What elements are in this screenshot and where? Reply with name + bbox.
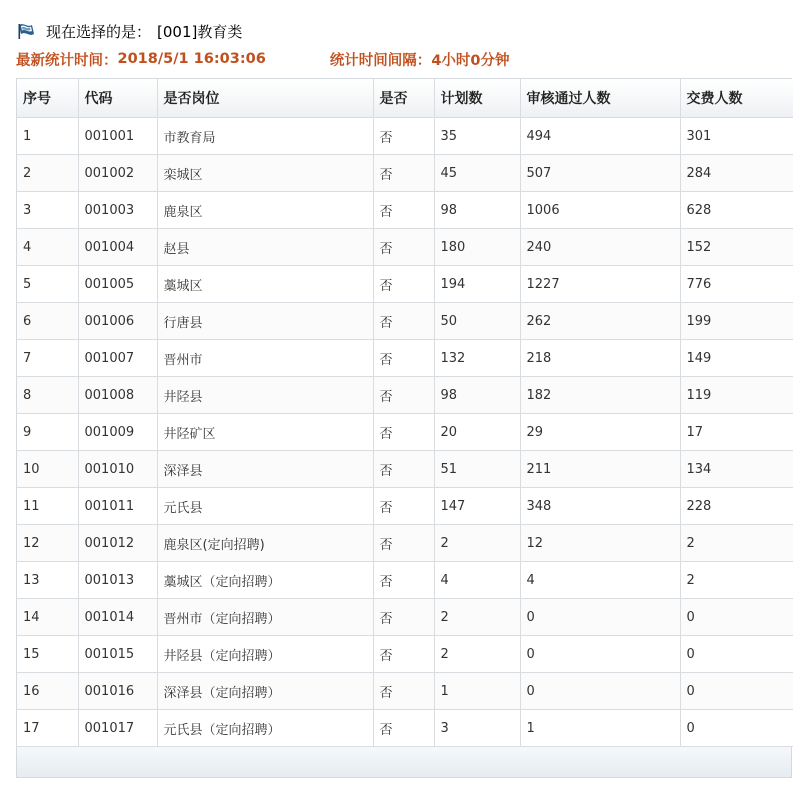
column-header-index[interactable]: 序号: [17, 79, 78, 118]
paid-count-cell: 2: [680, 562, 793, 599]
row-index-cell: 2: [17, 155, 78, 192]
paid-count-cell: 776: [680, 266, 793, 303]
paid-count-cell: 152: [680, 229, 793, 266]
row-index-cell: 6: [17, 303, 78, 340]
code-cell: 001010: [78, 451, 157, 488]
paid-count-cell: 17: [680, 414, 793, 451]
plan-count-cell: 147: [434, 488, 520, 525]
row-index-cell: 3: [17, 192, 78, 229]
row-index-cell: 7: [17, 340, 78, 377]
approved-count-cell: 348: [520, 488, 680, 525]
yesno-cell: 否: [373, 414, 434, 451]
latest-time-label: 最新统计时间：: [16, 52, 118, 69]
selection-value: [001]教育类: [157, 22, 243, 41]
row-index-cell: 11: [17, 488, 78, 525]
row-index-cell: 15: [17, 636, 78, 673]
row-index-cell: 10: [17, 451, 78, 488]
yesno-cell: 否: [373, 340, 434, 377]
code-cell: 001014: [78, 599, 157, 636]
plan-count-cell: 98: [434, 192, 520, 229]
post-name-cell: 鹿泉区: [157, 192, 373, 229]
row-index-cell: 1: [17, 118, 78, 155]
table-row[interactable]: [17, 710, 793, 747]
plan-count-cell: 45: [434, 155, 520, 192]
paid-count-cell: 284: [680, 155, 793, 192]
code-cell: 001005: [78, 266, 157, 303]
code-cell: 001006: [78, 303, 157, 340]
yesno-cell: 否: [373, 303, 434, 340]
plan-count-cell: 1: [434, 673, 520, 710]
yesno-cell: 否: [373, 710, 434, 747]
table-row[interactable]: [17, 155, 793, 192]
plan-count-cell: 180: [434, 229, 520, 266]
table-row[interactable]: [17, 377, 793, 414]
yesno-cell: 否: [373, 562, 434, 599]
plan-count-cell: 2: [434, 599, 520, 636]
paid-count-cell: 628: [680, 192, 793, 229]
code-cell: 001012: [78, 525, 157, 562]
row-index-cell: 16: [17, 673, 78, 710]
table-row[interactable]: [17, 414, 793, 451]
paid-count-cell: 119: [680, 377, 793, 414]
post-name-cell: 市教育局: [157, 118, 373, 155]
approved-count-cell: 12: [520, 525, 680, 562]
approved-count-cell: 182: [520, 377, 680, 414]
approved-count-cell: 211: [520, 451, 680, 488]
post-name-cell: 晋州市（定向招聘）: [157, 599, 373, 636]
approved-count-cell: 218: [520, 340, 680, 377]
row-index-cell: 17: [17, 710, 78, 747]
yesno-cell: 否: [373, 229, 434, 266]
paid-count-cell: 199: [680, 303, 793, 340]
approved-count-cell: 0: [520, 599, 680, 636]
approved-count-cell: 262: [520, 303, 680, 340]
post-name-cell: 井陉矿区: [157, 414, 373, 451]
yesno-cell: 否: [373, 673, 434, 710]
code-cell: 001004: [78, 229, 157, 266]
plan-count-cell: 3: [434, 710, 520, 747]
statistics-table: [17, 79, 793, 747]
code-cell: 001017: [78, 710, 157, 747]
plan-count-cell: 20: [434, 414, 520, 451]
plan-count-cell: 35: [434, 118, 520, 155]
approved-count-cell: 0: [520, 673, 680, 710]
plan-count-cell: 2: [434, 525, 520, 562]
row-index-cell: 8: [17, 377, 78, 414]
post-name-cell: 深泽县: [157, 451, 373, 488]
row-index-cell: 13: [17, 562, 78, 599]
row-index-cell: 12: [17, 525, 78, 562]
approved-count-cell: 0: [520, 636, 680, 673]
approved-count-cell: 240: [520, 229, 680, 266]
table-row[interactable]: [17, 488, 793, 525]
row-index-cell: 4: [17, 229, 78, 266]
row-index-cell: 5: [17, 266, 78, 303]
paid-count-cell: 0: [680, 673, 793, 710]
yesno-cell: 否: [373, 488, 434, 525]
row-index-cell: 9: [17, 414, 78, 451]
post-name-cell: 栾城区: [157, 155, 373, 192]
approved-count-cell: 507: [520, 155, 680, 192]
paid-count-cell: 228: [680, 488, 793, 525]
flag-icon: [18, 23, 40, 39]
paid-count-cell: 149: [680, 340, 793, 377]
table-row[interactable]: [17, 636, 793, 673]
table-row[interactable]: [17, 266, 793, 303]
post-name-cell: 鹿泉区(定向招聘): [157, 525, 373, 562]
paid-count-cell: 0: [680, 636, 793, 673]
yesno-cell: 否: [373, 451, 434, 488]
table-row[interactable]: [17, 192, 793, 229]
yesno-cell: 否: [373, 155, 434, 192]
stats-line: [16, 48, 510, 70]
plan-count-cell: 132: [434, 340, 520, 377]
table-row[interactable]: [17, 303, 793, 340]
code-cell: 001013: [78, 562, 157, 599]
post-name-cell: 元氏县: [157, 488, 373, 525]
paid-count-cell: 0: [680, 710, 793, 747]
approved-count-cell: 1006: [520, 192, 680, 229]
post-name-cell: 深泽县（定向招聘）: [157, 673, 373, 710]
yesno-cell: 否: [373, 118, 434, 155]
row-index-cell: 14: [17, 599, 78, 636]
interval-value: 4小时0分钟: [431, 52, 510, 69]
table-row[interactable]: [17, 340, 793, 377]
code-cell: 001003: [78, 192, 157, 229]
plan-count-cell: 194: [434, 266, 520, 303]
table-row[interactable]: [17, 525, 793, 562]
post-name-cell: 元氏县（定向招聘）: [157, 710, 373, 747]
approved-count-cell: 494: [520, 118, 680, 155]
table-row[interactable]: [17, 451, 793, 488]
plan-count-cell: 51: [434, 451, 520, 488]
yesno-cell: 否: [373, 377, 434, 414]
yesno-cell: 否: [373, 525, 434, 562]
post-name-cell: 藁城区（定向招聘）: [157, 562, 373, 599]
table-row[interactable]: [17, 673, 793, 710]
paid-count-cell: 2: [680, 525, 793, 562]
plan-count-cell: 4: [434, 562, 520, 599]
code-cell: 001001: [78, 118, 157, 155]
post-name-cell: 井陉县: [157, 377, 373, 414]
yesno-cell: 否: [373, 599, 434, 636]
post-name-cell: 晋州市: [157, 340, 373, 377]
yesno-cell: 否: [373, 636, 434, 673]
code-cell: 001016: [78, 673, 157, 710]
code-cell: 001009: [78, 414, 157, 451]
approved-count-cell: 1: [520, 710, 680, 747]
table-row[interactable]: [17, 599, 793, 636]
column-header-paid[interactable]: 交费人数: [680, 79, 793, 118]
post-name-cell: 行唐县: [157, 303, 373, 340]
plan-count-cell: 98: [434, 377, 520, 414]
latest-time-value: 2018/5/1 16:03:06: [117, 51, 266, 67]
post-name-cell: 赵县: [157, 229, 373, 266]
header-row: [17, 79, 793, 118]
table-row[interactable]: [17, 229, 793, 266]
selection-header: [18, 20, 242, 42]
column-header-code[interactable]: 代码: [78, 79, 157, 118]
interval-label: 统计时间间隔：: [329, 52, 432, 69]
column-header-plan[interactable]: 计划数: [434, 79, 520, 118]
column-header-approved[interactable]: 审核通过人数: [520, 79, 680, 118]
paid-count-cell: 301: [680, 118, 793, 155]
statistics-grid: [16, 78, 792, 778]
approved-count-cell: 29: [520, 414, 680, 451]
yesno-cell: 否: [373, 192, 434, 229]
table-row[interactable]: [17, 562, 793, 599]
code-cell: 001011: [78, 488, 157, 525]
post-name-cell: 藁城区: [157, 266, 373, 303]
table-row[interactable]: [17, 118, 793, 155]
approved-count-cell: 1227: [520, 266, 680, 303]
plan-count-cell: 50: [434, 303, 520, 340]
paid-count-cell: 134: [680, 451, 793, 488]
code-cell: 001007: [78, 340, 157, 377]
approved-count-cell: 4: [520, 562, 680, 599]
post-name-cell: 井陉县（定向招聘）: [157, 636, 373, 673]
paid-count-cell: 0: [680, 599, 793, 636]
plan-count-cell: 2: [434, 636, 520, 673]
code-cell: 001002: [78, 155, 157, 192]
selection-label: 现在选择的是：: [46, 22, 152, 41]
table-body: [17, 118, 793, 747]
column-header-yesno[interactable]: 是否: [373, 79, 434, 118]
code-cell: 001015: [78, 636, 157, 673]
yesno-cell: 否: [373, 266, 434, 303]
code-cell: 001008: [78, 377, 157, 414]
grid-footer-bar: [17, 747, 791, 777]
column-header-post[interactable]: 是否岗位: [157, 79, 373, 118]
